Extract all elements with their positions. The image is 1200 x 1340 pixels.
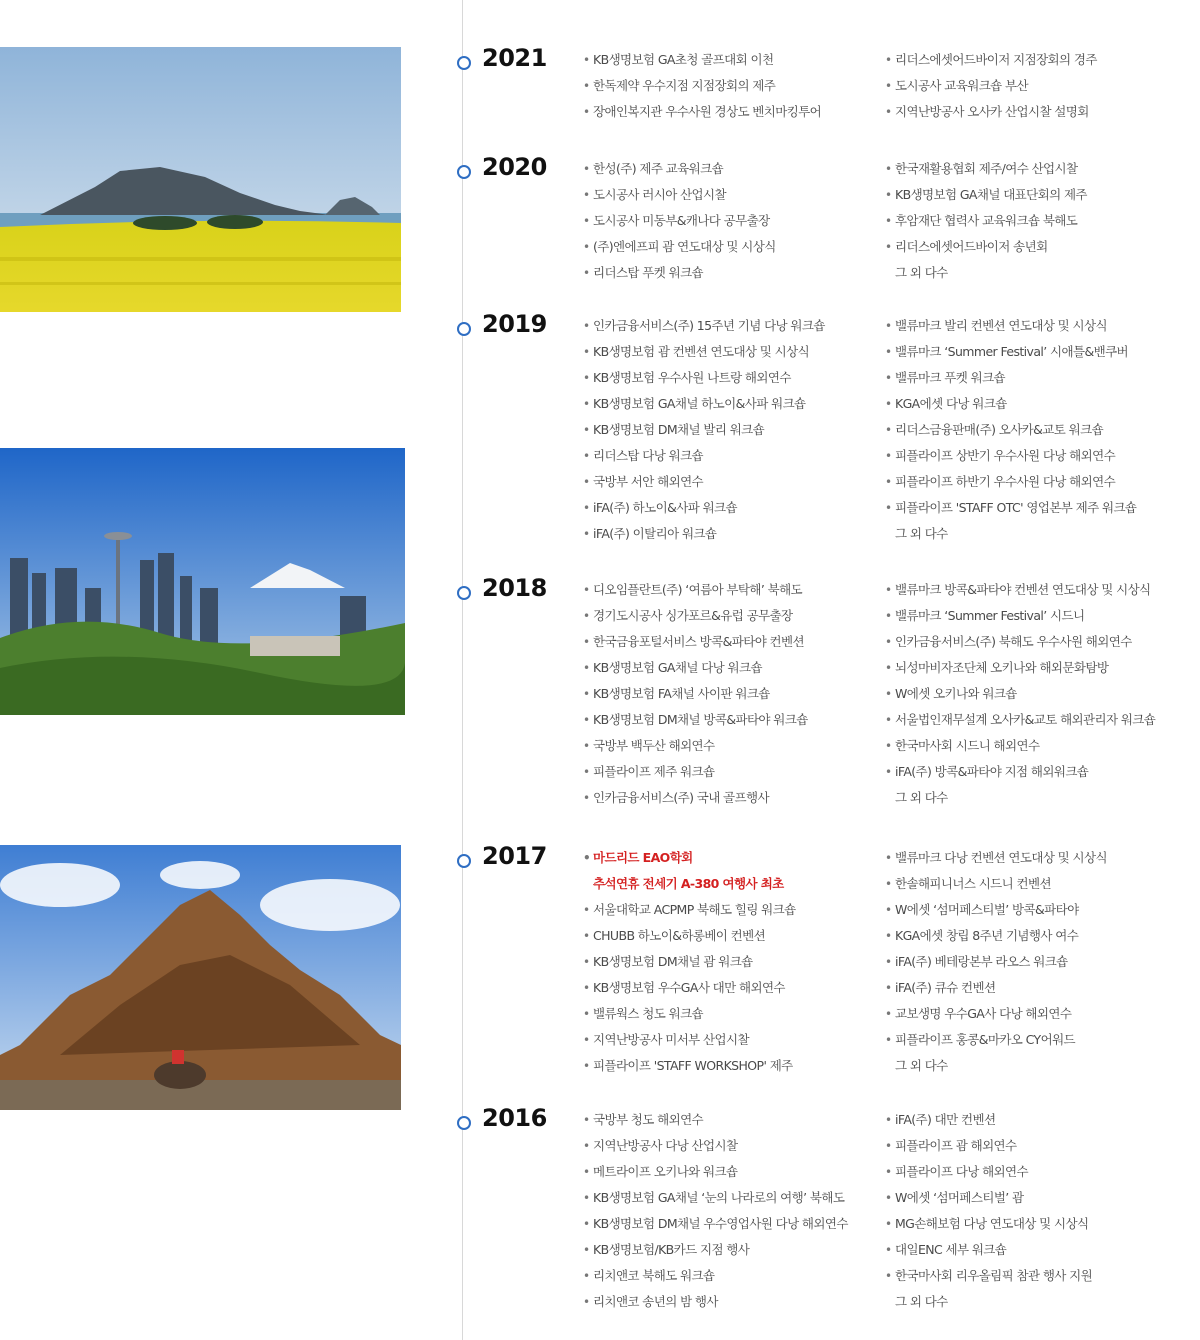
event-item <box>583 420 883 446</box>
event-text: 인카금융서비스(주) 15주년 기념 다낭 워크숍 <box>593 318 825 333</box>
event-text: 피플라이프 상반기 우수사원 다낭 해외연수 <box>895 448 1116 463</box>
event-item <box>583 263 883 289</box>
event-item <box>583 472 883 498</box>
event-item <box>885 185 1200 211</box>
event-list-right <box>885 848 1200 1082</box>
bullet-icon: • <box>583 765 590 779</box>
event-text: KB생명보험 FA채널 사이판 워크숍 <box>593 686 770 701</box>
bullet-icon: • <box>583 661 590 675</box>
event-text: 한국재활용협회 제주/여수 산업시찰 <box>895 161 1078 176</box>
event-list-left <box>583 159 883 289</box>
event-item <box>885 762 1200 788</box>
event-list-right <box>885 316 1200 550</box>
event-item <box>583 237 883 263</box>
event-item <box>885 316 1200 342</box>
event-item <box>885 606 1200 632</box>
event-text: KB생명보험/KB카드 지점 행사 <box>593 1242 750 1257</box>
event-list-right <box>885 580 1200 814</box>
event-text: 리더스에셋어드바이저 지점장회의 경주 <box>895 52 1097 67</box>
event-item <box>583 76 883 102</box>
event-text: 밸류마크 ‘Summer Festival’ 시애틀&밴쿠버 <box>895 344 1129 359</box>
bullet-icon: • <box>885 1033 892 1047</box>
event-item <box>583 316 883 342</box>
event-text: 피플라이프 'STAFF WORKSHOP' 제주 <box>593 1058 793 1073</box>
event-text: 후암재단 협력사 교육워크숍 북해도 <box>895 213 1078 228</box>
event-text: 그 외 다수 <box>895 265 948 280</box>
event-text: 밸류마크 방콕&파타야 컨벤션 연도대상 및 시상식 <box>895 582 1151 597</box>
timeline-line <box>462 0 463 1340</box>
event-text: 그 외 다수 <box>895 526 948 541</box>
bullet-icon: • <box>583 423 590 437</box>
event-item <box>583 368 883 394</box>
event-text: 피플라이프 하반기 우수사원 다낭 해외연수 <box>895 474 1116 489</box>
event-item <box>885 900 1200 926</box>
event-item <box>885 736 1200 762</box>
year-label: 2020 <box>482 153 547 181</box>
event-item <box>885 1266 1200 1292</box>
bullet-icon: • <box>885 188 892 202</box>
event-item <box>885 368 1200 394</box>
event-item <box>583 211 883 237</box>
bullet-icon: • <box>885 609 892 623</box>
bullet-icon: • <box>583 105 590 119</box>
year-label: 2018 <box>482 574 547 602</box>
seattle-photo <box>0 448 405 715</box>
event-item <box>885 1004 1200 1030</box>
event-list-left <box>583 1110 883 1318</box>
event-item <box>885 710 1200 736</box>
event-text: 리더스에셋어드바이저 송년회 <box>895 239 1048 254</box>
event-item <box>885 446 1200 472</box>
bullet-icon: • <box>583 903 590 917</box>
timeline-dot <box>457 165 471 179</box>
event-item <box>885 211 1200 237</box>
bullet-icon: • <box>885 501 892 515</box>
event-text: KB생명보험 GA채널 하노이&사파 워크숍 <box>593 396 806 411</box>
event-text: 인카금융서비스(주) 북해도 우수사원 해외연수 <box>895 634 1132 649</box>
event-text: 한국금융포털서비스 방콕&파타야 컨벤션 <box>593 634 804 649</box>
year-label: 2021 <box>482 44 547 72</box>
bullet-icon: • <box>885 877 892 891</box>
bullet-icon: • <box>583 851 591 865</box>
bullet-icon: • <box>885 583 892 597</box>
event-text: 한독제약 우수지점 지점장회의 제주 <box>593 78 776 93</box>
event-list-left <box>583 580 883 814</box>
event-item <box>885 498 1200 524</box>
event-item <box>583 684 883 710</box>
event-text: 국방부 청도 해외연수 <box>593 1112 704 1127</box>
event-item <box>885 848 1200 874</box>
event-text: 밸류웍스 청도 워크숍 <box>593 1006 704 1021</box>
bullet-icon: • <box>583 687 590 701</box>
event-item <box>885 1240 1200 1266</box>
bullet-icon: • <box>583 1165 590 1179</box>
event-list-left <box>583 50 883 128</box>
bullet-icon: • <box>583 1295 590 1309</box>
event-item <box>583 710 883 736</box>
event-item <box>583 874 883 900</box>
event-text: 밸류마크 다낭 컨벤션 연도대상 및 시상식 <box>895 850 1107 865</box>
bullet-icon: • <box>885 214 892 228</box>
bullet-icon: • <box>583 955 590 969</box>
event-text: KB생명보험 GA채널 다낭 워크숍 <box>593 660 762 675</box>
event-item <box>885 420 1200 446</box>
event-text: 피플라이프 괌 해외연수 <box>895 1138 1017 1153</box>
event-item <box>885 342 1200 368</box>
event-item <box>885 1136 1200 1162</box>
bullet-icon: • <box>885 240 892 254</box>
event-text: 그 외 다수 <box>895 1058 948 1073</box>
event-item <box>583 498 883 524</box>
event-text: CHUBB 하노이&하롱베이 컨벤션 <box>593 928 766 943</box>
bullet-icon: • <box>583 791 590 805</box>
bullet-icon: • <box>885 105 892 119</box>
event-text: KB생명보험 GA초청 골프대회 이천 <box>593 52 774 67</box>
bullet-icon: • <box>885 765 892 779</box>
event-text: KGA에셋 창립 8주년 기념행사 여수 <box>895 928 1079 943</box>
event-item <box>885 1110 1200 1136</box>
year-label: 2017 <box>482 842 547 870</box>
bullet-icon: • <box>885 929 892 943</box>
bullet-icon: • <box>885 449 892 463</box>
event-list-right <box>885 159 1200 289</box>
event-item <box>885 1188 1200 1214</box>
event-text: 서울법인재무설계 오사카&교토 해외관리자 워크숍 <box>895 712 1156 727</box>
event-item <box>583 632 883 658</box>
event-item <box>583 394 883 420</box>
event-text: 피플라이프 홍콩&마카오 CY어워드 <box>895 1032 1076 1047</box>
event-text: iFA(주) 대만 컨벤션 <box>895 1112 996 1127</box>
event-item <box>583 900 883 926</box>
year-label: 2019 <box>482 310 547 338</box>
bullet-icon: • <box>583 214 590 228</box>
event-text: 그 외 다수 <box>895 1294 948 1309</box>
bullet-icon: • <box>885 713 892 727</box>
bullet-icon: • <box>885 1269 892 1283</box>
event-text: W에셋 ‘섬머페스티벌’ 방콕&파타야 <box>895 902 1079 917</box>
event-item <box>885 1162 1200 1188</box>
event-text: 리더스탑 다낭 워크숍 <box>593 448 704 463</box>
event-text: W에셋 ‘섬머페스티벌’ 괌 <box>895 1190 1024 1205</box>
event-text: 장애인복지관 우수사원 경상도 벤치마킹투어 <box>593 104 822 119</box>
event-item <box>885 524 1200 550</box>
event-text: 한솔해피니너스 시드니 컨벤션 <box>895 876 1051 891</box>
year-label: 2016 <box>482 1104 547 1132</box>
bullet-icon: • <box>583 501 590 515</box>
event-item <box>583 580 883 606</box>
event-item <box>885 580 1200 606</box>
event-text: KB생명보험 DM채널 발리 워크숍 <box>593 422 765 437</box>
event-text: KB생명보험 DM채널 방콕&파타야 워크숍 <box>593 712 808 727</box>
event-item <box>885 1056 1200 1082</box>
event-text: 한성(주) 제주 교육워크숍 <box>593 161 724 176</box>
bullet-icon: • <box>885 345 892 359</box>
event-item <box>583 952 883 978</box>
bullet-icon: • <box>583 929 590 943</box>
event-item <box>583 446 883 472</box>
bullet-icon: • <box>583 981 590 995</box>
bullet-icon: • <box>885 79 892 93</box>
bullet-icon: • <box>583 1007 590 1021</box>
event-item <box>885 472 1200 498</box>
event-text: iFA(주) 하노이&사파 워크숍 <box>593 500 737 515</box>
event-item <box>885 684 1200 710</box>
bullet-icon: • <box>885 981 892 995</box>
bullet-icon: • <box>885 319 892 333</box>
event-item <box>583 1214 883 1240</box>
event-item <box>583 1162 883 1188</box>
event-item <box>583 1240 883 1266</box>
event-text: 경기도시공사 싱가포르&유럽 공무출장 <box>593 608 793 623</box>
event-item <box>885 159 1200 185</box>
timeline-dot <box>457 586 471 600</box>
bullet-icon: • <box>583 609 590 623</box>
event-item <box>885 874 1200 900</box>
event-item <box>583 762 883 788</box>
event-text: 디오임플란트(주) ‘여름아 부탁해’ 북해도 <box>593 582 803 597</box>
bullet-icon: • <box>583 53 590 67</box>
event-item <box>885 237 1200 263</box>
event-item <box>583 658 883 684</box>
event-text: 지역난방공사 다낭 산업시찰 <box>593 1138 738 1153</box>
bullet-icon: • <box>583 1217 590 1231</box>
bullet-icon: • <box>885 1243 892 1257</box>
event-text: KB생명보험 우수사원 나트랑 해외연수 <box>593 370 791 385</box>
bullet-icon: • <box>885 1113 892 1127</box>
event-text: 대일ENC 세부 워크숍 <box>895 1242 1007 1257</box>
event-text: 피플라이프 다낭 해외연수 <box>895 1164 1028 1179</box>
event-text: 밸류마크 푸켓 워크숍 <box>895 370 1006 385</box>
bullet-icon: • <box>583 1269 590 1283</box>
event-text: KB생명보험 우수GA사 대만 해외연수 <box>593 980 785 995</box>
event-item <box>583 978 883 1004</box>
event-text: 뇌성마비자조단체 오키나와 해외문화탐방 <box>895 660 1109 675</box>
bullet-icon: • <box>885 1139 892 1153</box>
event-text: KB생명보험 DM채널 우수영업사원 다낭 해외연수 <box>593 1216 848 1231</box>
bullet-icon: • <box>583 449 590 463</box>
event-item <box>885 658 1200 684</box>
event-item <box>583 1292 883 1318</box>
bullet-icon: • <box>885 475 892 489</box>
bullet-icon: • <box>583 1113 590 1127</box>
event-item <box>885 926 1200 952</box>
bullet-icon: • <box>583 713 590 727</box>
event-text: 도시공사 러시아 산업시찰 <box>593 187 726 202</box>
event-list-left <box>583 316 883 550</box>
event-text: 밸류마크 ‘Summer Festival’ 시드니 <box>895 608 1085 623</box>
event-item <box>885 76 1200 102</box>
sanctuary-photo <box>0 845 401 1110</box>
event-text: KB생명보험 괌 컨벤션 연도대상 및 시상식 <box>593 344 810 359</box>
timeline-dot <box>457 1116 471 1130</box>
bullet-icon: • <box>583 1191 590 1205</box>
bullet-icon: • <box>885 661 892 675</box>
event-text: W에셋 오키나와 워크숍 <box>895 686 1017 701</box>
event-item <box>583 848 883 874</box>
event-item <box>583 1110 883 1136</box>
event-text: 리치앤코 송년의 밤 행사 <box>593 1294 718 1309</box>
event-item <box>583 1266 883 1292</box>
bullet-icon: • <box>885 903 892 917</box>
event-list-right <box>885 1110 1200 1318</box>
event-text: 밸류마크 발리 컨벤션 연도대상 및 시상식 <box>895 318 1107 333</box>
event-text: iFA(주) 방콕&파타야 지점 해외워크숍 <box>895 764 1089 779</box>
bullet-icon: • <box>885 53 892 67</box>
event-text: 한국마사회 리우올림픽 참관 행사 지원 <box>895 1268 1093 1283</box>
event-item <box>885 1292 1200 1318</box>
event-item <box>583 926 883 952</box>
bullet-icon: • <box>583 371 590 385</box>
event-text: 도시공사 미동부&캐나다 공무출장 <box>593 213 770 228</box>
bullet-icon: • <box>885 687 892 701</box>
bullet-icon: • <box>885 371 892 385</box>
event-text: 지역난방공사 오사카 산업시찰 설명회 <box>895 104 1089 119</box>
event-text: 국방부 백두산 해외연수 <box>593 738 715 753</box>
bullet-icon: • <box>885 1165 892 1179</box>
event-text: 인카금융서비스(주) 국내 골프행사 <box>593 790 769 805</box>
bullet-icon: • <box>583 162 590 176</box>
event-item <box>885 102 1200 128</box>
bullet-icon: • <box>583 1243 590 1257</box>
event-item <box>583 159 883 185</box>
event-item <box>885 394 1200 420</box>
event-text: 국방부 서안 해외연수 <box>593 474 704 489</box>
event-item <box>583 1136 883 1162</box>
bullet-icon: • <box>583 1033 590 1047</box>
bullet-icon: • <box>583 79 590 93</box>
event-text: iFA(주) 베테랑본부 라오스 워크숍 <box>895 954 1068 969</box>
event-text: 지역난방공사 미서부 산업시찰 <box>593 1032 749 1047</box>
bullet-icon: • <box>885 1217 892 1231</box>
event-text: KB생명보험 GA채널 ‘눈의 나라로의 여행’ 북해도 <box>593 1190 845 1205</box>
event-item <box>885 1214 1200 1240</box>
event-item <box>583 1004 883 1030</box>
event-item <box>583 606 883 632</box>
event-item <box>583 1188 883 1214</box>
bullet-icon: • <box>583 319 590 333</box>
bullet-icon: • <box>583 1059 590 1073</box>
event-text: 피플라이프 제주 워크숍 <box>593 764 715 779</box>
bullet-icon: • <box>885 739 892 753</box>
bullet-icon: • <box>583 739 590 753</box>
bullet-icon: • <box>583 527 590 541</box>
bullet-icon: • <box>885 423 892 437</box>
event-text: 교보생명 우수GA사 다낭 해외연수 <box>895 1006 1072 1021</box>
event-item <box>583 102 883 128</box>
event-text: 마드리드 EAO학회 <box>593 850 693 865</box>
event-item <box>583 788 883 814</box>
bullet-icon: • <box>885 397 892 411</box>
event-text: 리더스금융판매(주) 오사카&교토 워크숍 <box>895 422 1104 437</box>
event-item <box>885 978 1200 1004</box>
bullet-icon: • <box>583 475 590 489</box>
event-item <box>885 263 1200 289</box>
bullet-icon: • <box>885 162 892 176</box>
event-text: 한국마사회 시드니 해외연수 <box>895 738 1040 753</box>
event-text: 피플라이프 'STAFF OTC' 영업본부 제주 워크숍 <box>895 500 1137 515</box>
bullet-icon: • <box>885 635 892 649</box>
timeline-dot <box>457 322 471 336</box>
event-text: 서울대학교 ACPMP 북해도 힐링 워크숍 <box>593 902 796 917</box>
event-item <box>885 788 1200 814</box>
event-item <box>583 50 883 76</box>
event-item <box>885 1030 1200 1056</box>
event-list-right <box>885 50 1200 128</box>
event-item <box>583 342 883 368</box>
timeline-dot <box>457 56 471 70</box>
event-item <box>583 1030 883 1056</box>
event-text: iFA(주) 이탈리아 워크숍 <box>593 526 717 541</box>
event-text: 추석연휴 전세기 A-380 여행사 최초 <box>593 876 784 891</box>
event-text: iFA(주) 큐슈 컨벤션 <box>895 980 996 995</box>
event-text: 메트라이프 오키나와 워크숍 <box>593 1164 738 1179</box>
bullet-icon: • <box>885 1007 892 1021</box>
bullet-icon: • <box>885 851 892 865</box>
event-text: 도시공사 교육워크숍 부산 <box>895 78 1028 93</box>
bullet-icon: • <box>583 397 590 411</box>
bullet-icon: • <box>583 583 590 597</box>
event-text: (주)엔에프피 괌 연도대상 및 시상식 <box>593 239 776 254</box>
event-text: 그 외 다수 <box>895 790 948 805</box>
event-list-left <box>583 848 883 1082</box>
event-item <box>583 524 883 550</box>
event-text: KGA에셋 다낭 워크숍 <box>895 396 1007 411</box>
timeline-dot <box>457 854 471 868</box>
event-text: MG손해보험 다낭 연도대상 및 시상식 <box>895 1216 1089 1231</box>
bullet-icon: • <box>583 266 590 280</box>
event-item <box>583 1056 883 1082</box>
bullet-icon: • <box>583 1139 590 1153</box>
bullet-icon: • <box>885 955 892 969</box>
bullet-icon: • <box>885 1191 892 1205</box>
bullet-icon: • <box>583 240 590 254</box>
event-item <box>885 50 1200 76</box>
event-text: KB생명보험 DM채널 괌 워크숍 <box>593 954 753 969</box>
bullet-icon: • <box>583 635 590 649</box>
bullet-icon: • <box>583 188 590 202</box>
event-item <box>885 952 1200 978</box>
event-text: 리치앤코 북해도 워크숍 <box>593 1268 715 1283</box>
event-text: KB생명보험 GA채널 대표단회의 제주 <box>895 187 1087 202</box>
bullet-icon: • <box>583 345 590 359</box>
event-item <box>885 632 1200 658</box>
event-text: 리더스탑 푸켓 워크숍 <box>593 265 704 280</box>
event-item <box>583 736 883 762</box>
event-item <box>583 185 883 211</box>
jeju-photo <box>0 47 401 312</box>
